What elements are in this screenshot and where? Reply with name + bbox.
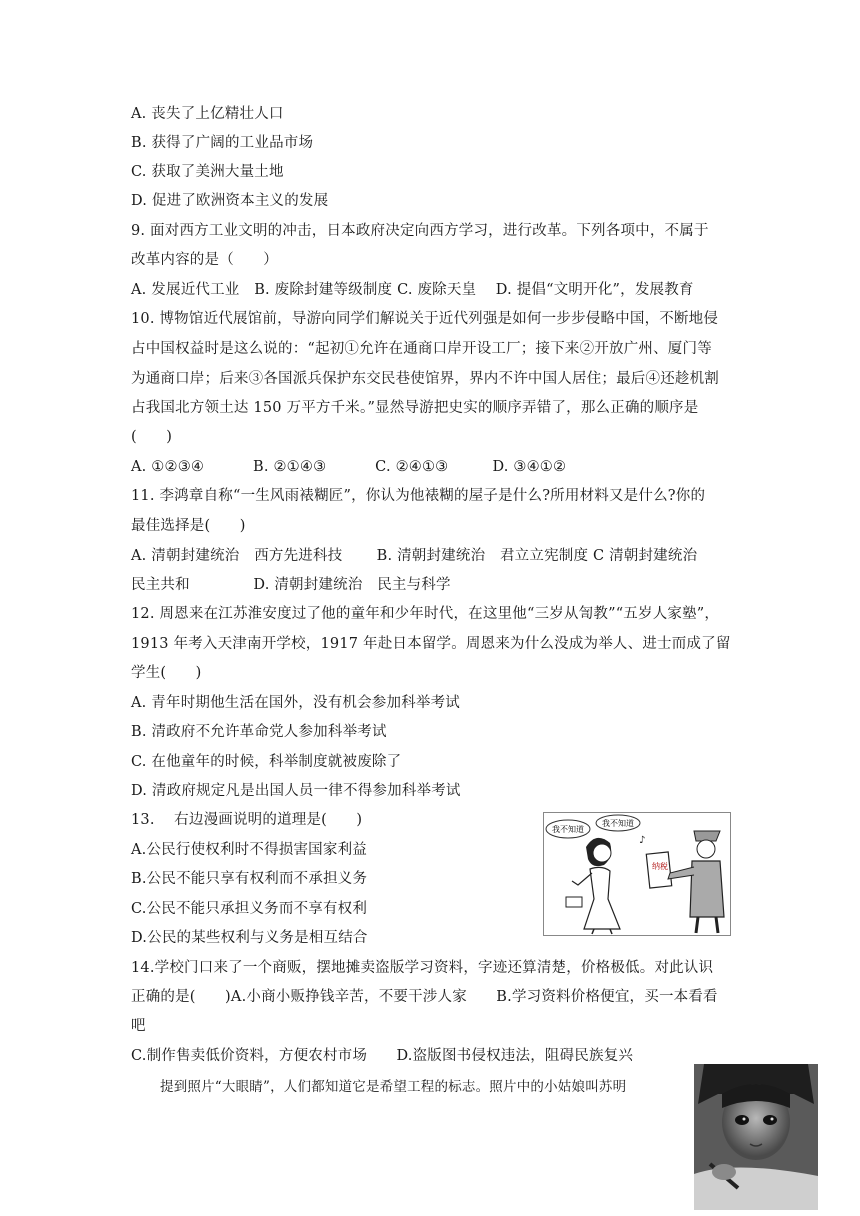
question-line: 为通商口岸；后来③各国派兵保护东交民巷使馆界，界内不许中国人居住；最后④还趁机割 <box>131 371 719 387</box>
bubble-text-mid: 我不知道 <box>602 819 634 828</box>
option-line: A. 发展近代工业 B. 废除封建等级制度 C. 废除天皇 D. 提倡“文明开化”，发展教育 <box>131 282 694 298</box>
question-13: 13. 右边漫画说明的道理是( ) <box>131 812 363 828</box>
option-line: B. 清政府不允许革命党人参加科举考试 <box>131 724 387 740</box>
paper-text: 纳税 <box>652 862 668 871</box>
option-line: D. 促进了欧洲资本主义的发展 <box>131 193 329 209</box>
question-line: 最佳选择是( ) <box>131 518 246 534</box>
option-line: C. 获取了美洲大量土地 <box>131 164 284 180</box>
reading-passage: 提到照片“大眼睛”，人们都知道它是希望工程的标志。照片中的小姑娘叫苏明 <box>160 1079 627 1095</box>
question-12: 12. 周恩来在江苏淮安度过了他的童年和少年时代，在这里他“三岁从訇教”“五岁人家塾”， <box>131 606 720 622</box>
option-line: C.公民不能只承担义务而不享有权利 <box>131 901 368 917</box>
bubble-text-left: 我不知道 <box>552 825 584 834</box>
option-line: D.公民的某些权利与义务是相互结合 <box>131 930 368 946</box>
question-line: ( ) <box>131 429 173 445</box>
option-line: A. 丧失了上亿精壮人口 <box>131 106 284 122</box>
option-line: B.公民不能只享有权利而不承担义务 <box>131 871 368 887</box>
question-10: 10. 博物馆近代展馆前，导游向同学们解说关于近代列强是如何一步步侵略中国，不断地侵 <box>131 311 719 327</box>
question-line: 改革内容的是（ ） <box>131 252 278 268</box>
option-line: A. 清朝封建统治 西方先进科技 B. 清朝封建统治 君立立宪制度 C 清朝封建统治 <box>131 548 698 564</box>
option-line: D. 清政府规定凡是出国人员一律不得参加科举考试 <box>131 783 461 799</box>
question-14: 14.学校门口来了一个商贩，摆地摊卖盗版学习资料，字迹还算清楚，价格极低。对此认识 <box>131 960 714 976</box>
question-9: 9. 面对西方工业文明的冲击，日本政府决定向西方学习，进行改革。下列各项中，不属于 <box>131 223 709 239</box>
question-line: 占我国北方领土达 150 万平方千米。”显然导游把史实的顺序弄错了，那么正确的顺序是 <box>131 400 699 416</box>
question-line: 学生( ) <box>131 665 202 681</box>
portrait-photo <box>694 1064 818 1210</box>
option-line: A. 青年时期他生活在国外，没有机会参加科举考试 <box>131 695 460 711</box>
question-line: 正确的是( )A.小商小贩挣钱辛苦，不要干涉人家 B.学习资料价格便宜，买一本看看 <box>131 989 718 1005</box>
cartoon-image <box>543 812 731 936</box>
option-line: 民主共和 D. 清朝封建统治 民主与科学 <box>131 577 451 593</box>
option-line: C. 在他童年的时候，科举制度就被废除了 <box>131 754 402 770</box>
option-line: A.公民行使权利时不得损害国家利益 <box>131 842 367 858</box>
svg-text:♪: ♪ <box>639 835 646 846</box>
question-11: 11. 李鸿章自称“一生风雨裱糊匠”，你认为他裱糊的屋子是什么?所用材料又是什么?你的 <box>131 488 706 504</box>
question-line: 占中国权益时是这么说的：“起初①允许在通商口岸开设工厂；接下来②开放广州、厦门等 <box>131 341 712 357</box>
option-line: A. ①②③④ B. ②①④③ C. ②④①③ D. ③④①② <box>131 459 567 475</box>
question-line: 吧 <box>131 1018 146 1034</box>
option-line: C.制作售卖低价资料，方便农村市场 D.盗版图书侵权违法，阻碍民族复兴 <box>131 1048 634 1064</box>
option-line: B. 获得了广阔的工业品市场 <box>131 135 314 151</box>
question-line: 1913 年考入天津南开学校，1917 年赴日本留学。周恩来为什么没成为举人、进士而成了留 <box>131 636 731 652</box>
